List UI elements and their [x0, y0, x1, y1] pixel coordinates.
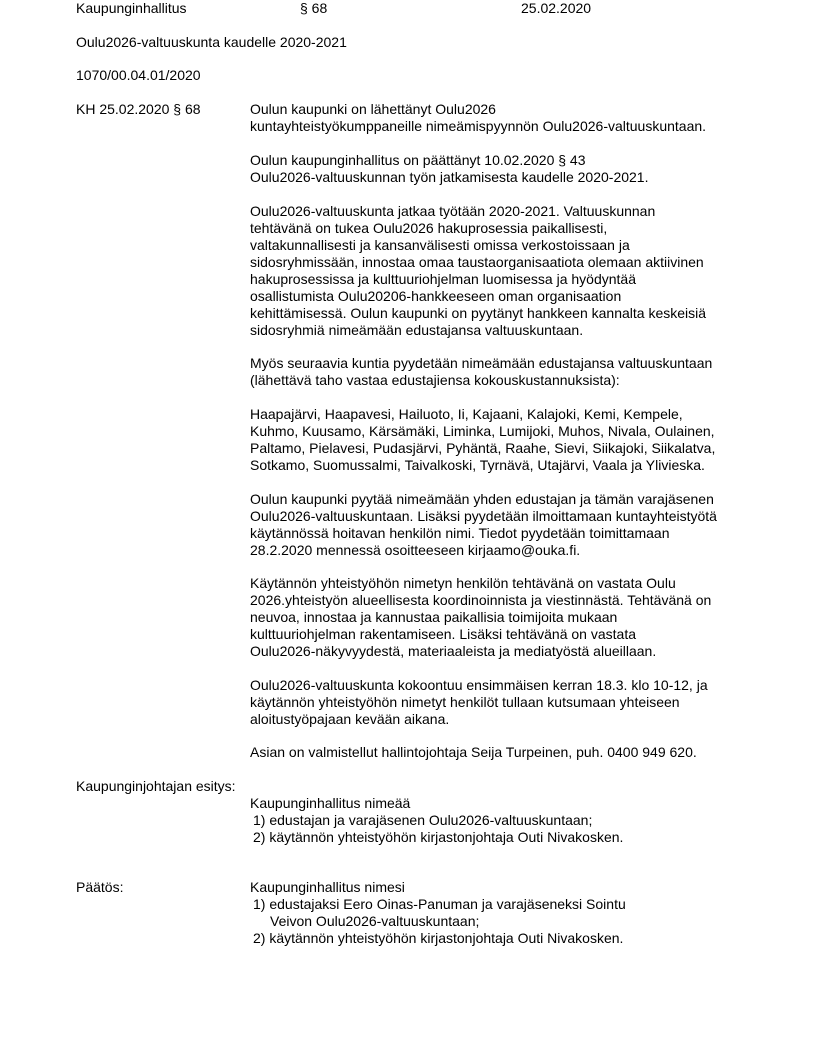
body-paragraph: Oulun kaupunki on lähettänyt Oulu2026 kuntayhteistyökumppaneille nimeämispyynnön Oulu2026-valtuuskuntaan. — [250, 101, 707, 134]
header-section: § 68 — [300, 0, 328, 16]
record-number: 1070/00.04.01/2020 — [76, 67, 201, 83]
decision-item: 2) käytännön yhteistyöhön kirjastonjohtaja Outi Nivakosken. — [253, 930, 624, 946]
decision-label: Päätös: — [76, 879, 124, 895]
proposal-intro: Kaupunginhallitus nimeää — [250, 795, 411, 811]
municipality-list: Haapajärvi, Haapavesi, Hailuoto, Ii, Kajaani, Kalajoki, Kemi, Kempele, Kuhmo, Kuusamo, Kärsämäki, Liminka, Lumijoki, Muhos, Nivala, Oulainen, Paltamo, Pielavesi, Pudasjärvi, Pyhäntä, Raahe, Sievi, Siikajoki, Siikalatva, Sotkamo, Suomussalmi, Taivalkoski, Tyrnävä, Utajärvi, Vaala ja Ylivieska. — [250, 406, 716, 473]
body-paragraph: Myös seuraavia kuntia pyydetään nimeämään edustajansa valtuuskuntaan (lähettävä taho vastaa edustajiensa kokouskustannuksista): — [250, 355, 713, 388]
body-paragraph: Käytännön yhteistyöhön nimetyn henkilön tehtävänä on vastata Oulu 2026.yhteistyön alueellisesta koordinoinnista ja viestinnästä. Tehtävänä on neuvoa, innostaa ja kannustaa paikallisia toimijoita mukaan kulttuuriohjelman rakentamiseen. Lisäksi tehtävänä on vastata Oulu2026-näkyvyydestä, materiaaleista ja mediatyöstä alueillaan. — [250, 575, 712, 659]
proposal-item: 1) edustajan ja varajäsenen Oulu2026-valtuuskuntaan; — [253, 812, 593, 828]
proposal-label: Kaupunginjohtajan esitys: — [76, 778, 236, 794]
body-paragraph: Oulun kaupunginhallitus on päättänyt 10.02.2020 § 43 Oulu2026-valtuuskunnan työn jatkamisesta kaudelle 2020-2021. — [250, 152, 649, 185]
body-paragraph: Oulu2026-valtuuskunta jatkaa työtään 2020-2021. Valtuuskunnan tehtävänä on tukea Oulu2026 hakuprosessia paikallisesti, valtakunnallisesti ja kansanvälisesti omissa verkostoissaan ja sidosryhmissään, innostaa omaa taustaorganisaatiota olemaan aktiivinen hakuprosessissa ja kulttuuriohjelman luomisessa ja hyödyntää osallistumista Oulu20206-hankkeeseen oman organisaation kehittämisessä. Oulun kaupunki on pyytänyt hankkeen kannalta keskeisiä sidosryhmiä nimeämään edustajansa valtuuskuntaan. — [250, 203, 707, 338]
meeting-reference: KH 25.02.2020 § 68 — [76, 101, 201, 117]
preparer-contact: Asian on valmistellut hallintojohtaja Seija Turpeinen, puh. 0400 949 620. — [250, 744, 697, 760]
body-paragraph: Oulu2026-valtuuskunta kokoontuu ensimmäisen kerran 18.3. klo 10-12, ja käytännön yhteistyöhön nimetyt henkilöt tullaan kutsumaan yhteiseen aloitustyöpajaan kevään aikana. — [250, 677, 708, 727]
decision-content — [250, 879, 770, 947]
proposal-item: 2) käytännön yhteistyöhön kirjastonjohtaja Outi Nivakosken. — [253, 829, 624, 845]
header-organ: Kaupunginhallitus — [76, 0, 187, 16]
header-date: 25.02.2020 — [521, 0, 592, 16]
decision-item: 1) edustajaksi Eero Oinas-Panuman ja varajäseneksi Sointu — [253, 896, 626, 912]
document-title: Oulu2026-valtuuskunta kaudelle 2020-2021 — [76, 34, 347, 50]
proposal-content — [250, 795, 770, 846]
decision-item-continuation: Veivon Oulu2026-valtuuskuntaan; — [270, 913, 480, 929]
body-paragraph: Oulun kaupunki pyytää nimeämään yhden edustajan ja tämän varajäsenen Oulu2026-valtuuskuntaan. Lisäksi pyydetään ilmoittamaan kuntayhteistyötä käytännössä hoitavan henkilön nimi. Tiedot pyydetään toimittamaan 28.2.2020 mennessä osoitteeseen kirjaamo@ouka.fi. — [250, 491, 717, 558]
decision-intro: Kaupunginhallitus nimesi — [250, 879, 405, 895]
